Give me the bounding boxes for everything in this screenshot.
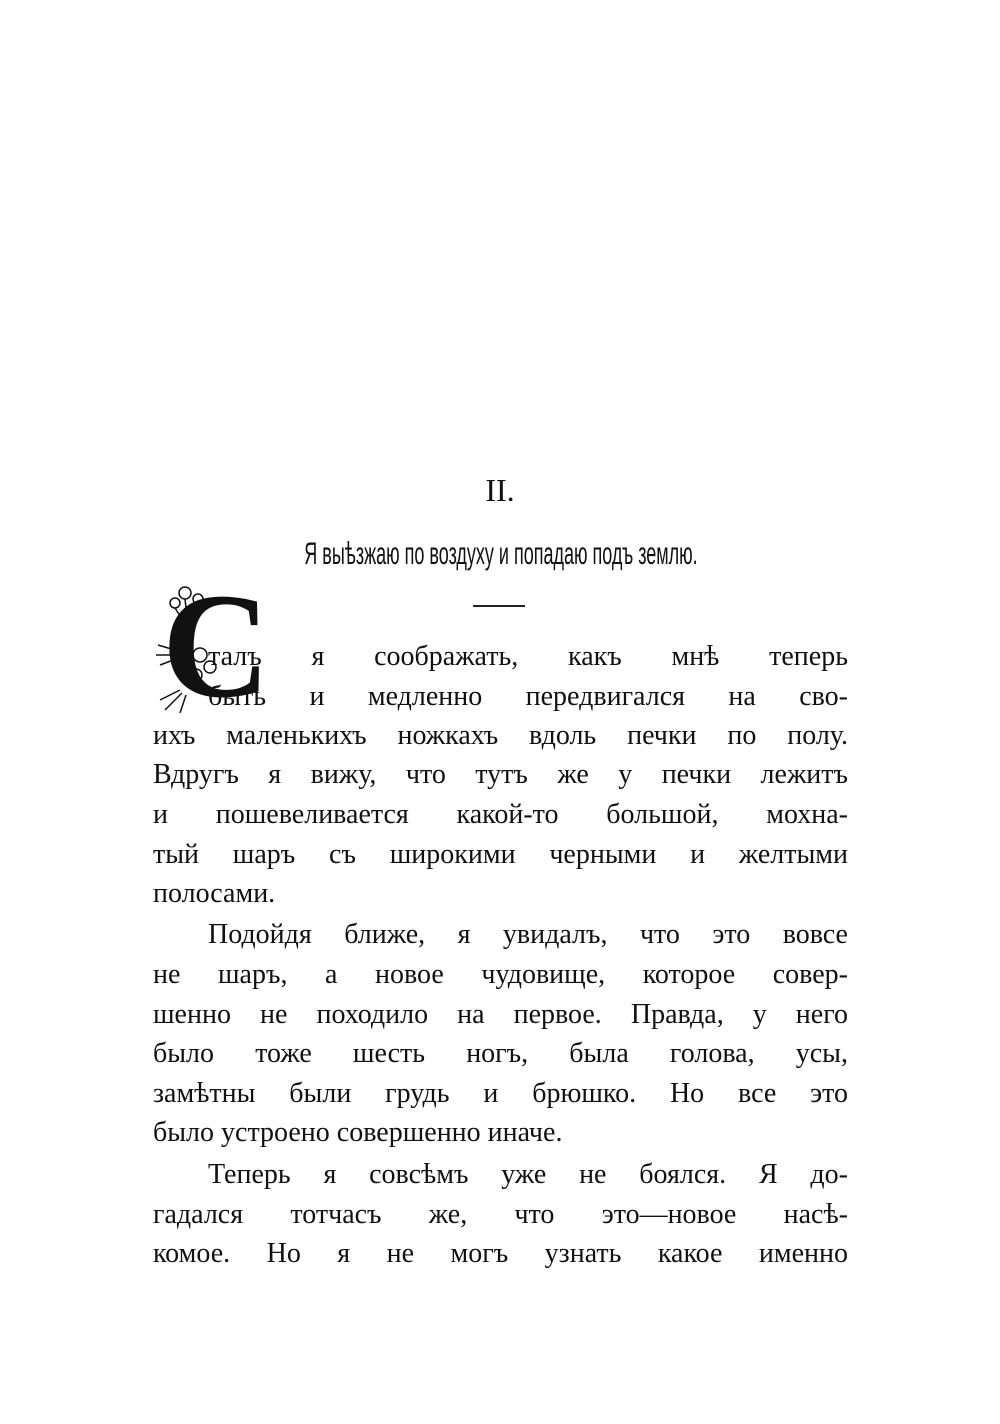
text-line: полосами. xyxy=(153,878,276,909)
chapter-title-text: Я выѣзжаю по воздуху и попадаю подъ землю. xyxy=(304,536,698,572)
drop-cap-letter: С xyxy=(162,563,271,729)
chapter-title xyxy=(304,536,698,572)
text-line: быть и медленно передвигался на сво- xyxy=(208,681,848,712)
text-line: комое. Но я не могъ узнать какое именно xyxy=(153,1238,848,1269)
text-line: было устроено совершенно иначе. xyxy=(153,1117,563,1148)
text-line: Теперь я совсѣмъ уже не боялся. Я до- xyxy=(208,1159,848,1190)
text-line: было тоже шесть ногъ, была голова, усы, xyxy=(153,1038,848,1069)
chapter-number: II. xyxy=(485,472,515,508)
text-line: замѣтны были грудь и брюшко. Но все это xyxy=(153,1078,848,1109)
text-line: ихъ маленькихъ ножкахъ вдоль печки по полу. xyxy=(153,720,848,751)
text-line: Вдругъ я вижу, что тутъ же у печки лежитъ xyxy=(153,759,848,790)
text-line: тый шаръ съ широкими черными и желтыми xyxy=(153,839,848,870)
text-line: гадался тотчасъ же, что это—новое насѣ- xyxy=(153,1199,848,1230)
text-line: шенно не походило на первое. Правда, у него xyxy=(153,999,848,1030)
text-line: и пошевеливается какой-то большой, мохна- xyxy=(153,799,848,830)
text-line: Подойдя ближе, я увидалъ, что это вовсе xyxy=(208,919,848,950)
text-line: талъ я соображать, какъ мнѣ теперь xyxy=(208,641,848,672)
text-line: не шаръ, а новое чудовище, которое совер- xyxy=(153,959,848,990)
divider xyxy=(473,605,525,607)
